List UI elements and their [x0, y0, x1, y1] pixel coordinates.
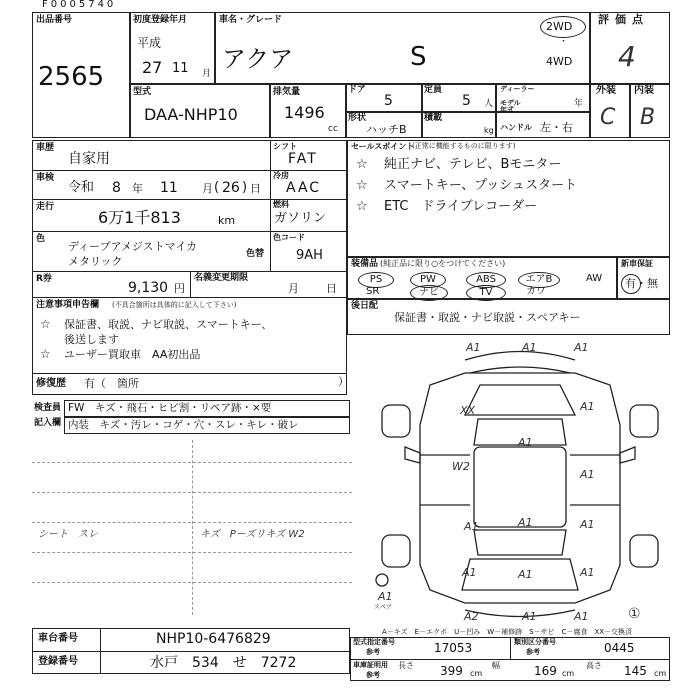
handle-value: 左・右	[540, 121, 573, 134]
inspection-day-unit: 日	[250, 182, 261, 195]
name-change-month: 月	[288, 282, 299, 295]
displacement-label: 排気量	[273, 87, 301, 97]
inspector-row-1: FW キズ・飛石・ヒビ割・リペア跡・×要	[68, 402, 272, 414]
chassis-label: 車台番号	[38, 633, 78, 644]
damage-mark: A1	[574, 610, 589, 623]
length-value: 399	[440, 664, 463, 678]
car-grade: S	[410, 42, 427, 72]
notes-note: (不具合箇所は具体的に記入して下さい)	[112, 301, 237, 309]
damage-mark: A1	[574, 341, 589, 354]
registration-value: 水戸 534 せ 7272	[150, 655, 297, 671]
notes-mark-1: ☆	[40, 317, 51, 331]
damage-mark: A1	[580, 400, 595, 413]
notes-line-3: ユーザー買取車 AA初出品	[64, 348, 201, 361]
first-reg-month-unit: 月	[202, 69, 212, 79]
first-reg-label: 初度登録年月	[133, 15, 188, 25]
sales-mark-2: ☆	[356, 178, 368, 193]
capacity-value: 5	[462, 93, 471, 109]
width-label: 幅	[492, 661, 500, 670]
equip-navi: ナビ	[410, 285, 448, 301]
category-value: 0445	[604, 641, 635, 655]
doors-value: 5	[384, 93, 393, 109]
sales-point-2: スマートキー、プッシュスタート	[384, 178, 578, 193]
damage-mark: A1	[462, 566, 477, 579]
usage-value: 自家用	[68, 151, 110, 167]
first-reg-era: 平成	[137, 36, 162, 50]
damage-diagram	[370, 335, 670, 630]
sales-points-note: (正常に機能するものに限ります)	[412, 142, 516, 150]
after-fitted-value: 保証書・取説・ナビ取説・スペアキー	[394, 311, 581, 324]
damage-mark: W2	[452, 460, 470, 473]
height-value: 145	[624, 664, 647, 678]
recycle-value: 9,130	[128, 280, 169, 296]
name-change-label: 名義変更期限	[194, 273, 249, 283]
designation-label: 型式指定番号	[353, 638, 395, 646]
drive-separator: ・	[559, 37, 569, 47]
lot-number: 2565	[38, 62, 105, 92]
damage-mark: A1	[580, 468, 595, 481]
color-code-value: 9AH	[296, 248, 323, 263]
dims-label: 車庫証明用	[353, 661, 388, 669]
color-code-label: 色コード	[273, 233, 305, 242]
fuel-label: 燃料	[273, 200, 289, 209]
model-value: DAA-NHP10	[144, 105, 238, 124]
fuel-value: ガソリン	[274, 211, 327, 226]
width-unit: cm	[562, 669, 575, 678]
model-label: 型式	[133, 87, 152, 97]
damage-mark: XX	[460, 404, 476, 417]
damage-legend: A－キズ E－エクボ U－凹み W－補修跡 S－サビ C－腐食 XX－交換済	[382, 628, 633, 636]
color-change-label: 色替	[246, 249, 265, 259]
displacement-value: 1496	[284, 103, 325, 122]
sales-point-1: 純正ナビ、テレビ、Bモニター	[384, 157, 562, 172]
first-reg-year: 27	[142, 58, 163, 77]
height-unit: cm	[654, 669, 667, 678]
equipment-note: (純正品に限り○をつけてください)	[380, 259, 506, 268]
equip-ps: PS	[358, 272, 394, 288]
inspection-label: 車検	[36, 173, 55, 183]
damage-mark: A1	[518, 568, 533, 581]
inspector-label-2: 記入欄	[34, 418, 62, 428]
damage-mark: A1	[522, 341, 537, 354]
ac-label: 冷房	[273, 171, 289, 180]
score-label: 評価点	[598, 13, 649, 26]
equip-tv: TV	[466, 285, 506, 301]
lot-label: 出品番号	[36, 15, 73, 25]
category-ref: 参考	[526, 648, 540, 656]
length-unit: cm	[470, 669, 483, 678]
damage-mark: A1	[464, 520, 479, 533]
equip-airbag: エアB	[518, 272, 560, 288]
exterior-value: C	[600, 105, 616, 130]
sales-points-label: セールスポイント	[351, 142, 415, 151]
shift-label: シフト	[273, 142, 297, 151]
sales-point-3: ETC ドライブレコーダー	[384, 199, 538, 214]
interior-label: 内装	[634, 85, 654, 96]
damage-mark: A1	[378, 590, 393, 603]
registration-label: 登録番号	[38, 656, 78, 667]
damage-mark: A1	[522, 610, 537, 623]
inspection-paren-open: (	[214, 180, 220, 195]
color-value-2: メタリック	[68, 255, 123, 268]
damage-mark: A2	[464, 610, 479, 623]
color-label: 色	[36, 234, 46, 244]
interior-value: B	[640, 105, 656, 130]
after-fitted-label: 後日配	[351, 301, 379, 311]
dealer-year: 年	[574, 99, 584, 109]
notes-line-2: 後送します	[64, 333, 119, 346]
header-fragment: F0005740	[42, 0, 117, 10]
doors-label: ドア	[348, 85, 366, 95]
chassis-value: NHP10-6476829	[156, 631, 271, 647]
handwritten-note-2: キズ Pーズリキズ W2	[200, 529, 305, 540]
handwritten-note-1: シート スレ	[38, 529, 98, 540]
warranty-label: 新車保証	[621, 259, 653, 268]
damage-mark: A1	[580, 566, 595, 579]
capacity-label: 定員	[424, 85, 443, 95]
sales-mark-1: ☆	[356, 157, 368, 172]
inspector-label-1: 検査員	[34, 403, 62, 413]
inspector-row-2: 内装 キズ・汚レ・コゲ・穴・スレ・キレ・破レ	[68, 419, 299, 431]
sales-mark-3: ☆	[356, 199, 368, 214]
repair-history-label: 修復歴	[36, 378, 66, 389]
designation-value: 17053	[434, 641, 473, 655]
displacement-unit: cc	[328, 124, 338, 134]
model-year-label: モデル 年式	[500, 99, 521, 114]
height-label: 高さ	[586, 661, 602, 670]
ac-value: AAC	[286, 180, 322, 196]
mileage-value: 6万1千813	[98, 208, 181, 227]
capacity-unit: 人	[484, 99, 494, 109]
mileage-unit: km	[218, 214, 236, 227]
repair-history-close: ）	[338, 375, 349, 388]
equip-aw: AW	[586, 273, 603, 284]
first-reg-month: 11	[172, 61, 189, 76]
dealer-label: ディーラー	[500, 85, 535, 93]
damage-mark: A1	[466, 341, 481, 354]
handle-label: ハンドル	[500, 123, 532, 132]
equipment-label: 装備品	[351, 259, 379, 269]
category-label: 類別区分番号	[514, 638, 556, 646]
notes-mark-2: ☆	[40, 347, 51, 361]
load-label: 積載	[424, 113, 443, 123]
shift-value: FAT	[288, 151, 318, 167]
length-label: 長さ	[398, 661, 414, 670]
recycle-label: R券	[36, 274, 52, 284]
inspection-month: 11	[160, 180, 178, 196]
damage-mark: A1	[580, 518, 595, 531]
repair-history-value: 有（ 箇所	[84, 377, 139, 390]
score-value: 4	[618, 40, 636, 73]
notes-label: 注意事項申告欄	[36, 300, 100, 310]
inspection-year: 8	[112, 180, 121, 196]
drive-2wd: 2WD	[546, 20, 573, 33]
load-unit: kg	[484, 126, 494, 135]
width-value: 169	[534, 664, 557, 678]
recycle-unit: 円	[174, 282, 185, 295]
color-value-1: ディープアメジストマイカ	[68, 240, 198, 253]
exterior-label: 外装	[596, 85, 616, 96]
equip-sr: SR	[366, 286, 380, 297]
usage-label: 車歴	[36, 143, 55, 153]
shape-label: 形状	[348, 113, 367, 123]
equip-pw: PW	[410, 272, 446, 288]
spare-label: スペア	[374, 604, 393, 611]
car-name-label: 車名・グレード	[219, 15, 283, 25]
inspection-year-unit: 年	[132, 182, 143, 195]
shape-value: ハッチB	[366, 123, 407, 136]
damage-mark: A1	[518, 436, 533, 449]
mileage-label: 走行	[36, 202, 55, 212]
damage-mark: A1	[518, 516, 533, 529]
damage-mark: ①	[628, 606, 641, 622]
inspection-day: 26	[222, 180, 240, 196]
notes-line-1: 保証書、取説、ナビ取説、スマートキー、	[64, 318, 273, 331]
inspection-month-unit: 月	[202, 182, 213, 195]
designation-ref: 参考	[366, 648, 380, 656]
name-change-day: 日	[326, 282, 337, 295]
warranty-value: 有・無	[625, 277, 658, 290]
car-name: アクア	[222, 45, 294, 73]
equip-leather: カワ	[526, 286, 546, 297]
equip-abs: ABS	[466, 272, 506, 288]
inspection-era: 令和	[68, 180, 95, 195]
drive-4wd: 4WD	[546, 55, 573, 68]
dims-ref: 参考	[366, 671, 380, 679]
inspection-paren-close: )	[242, 180, 248, 195]
